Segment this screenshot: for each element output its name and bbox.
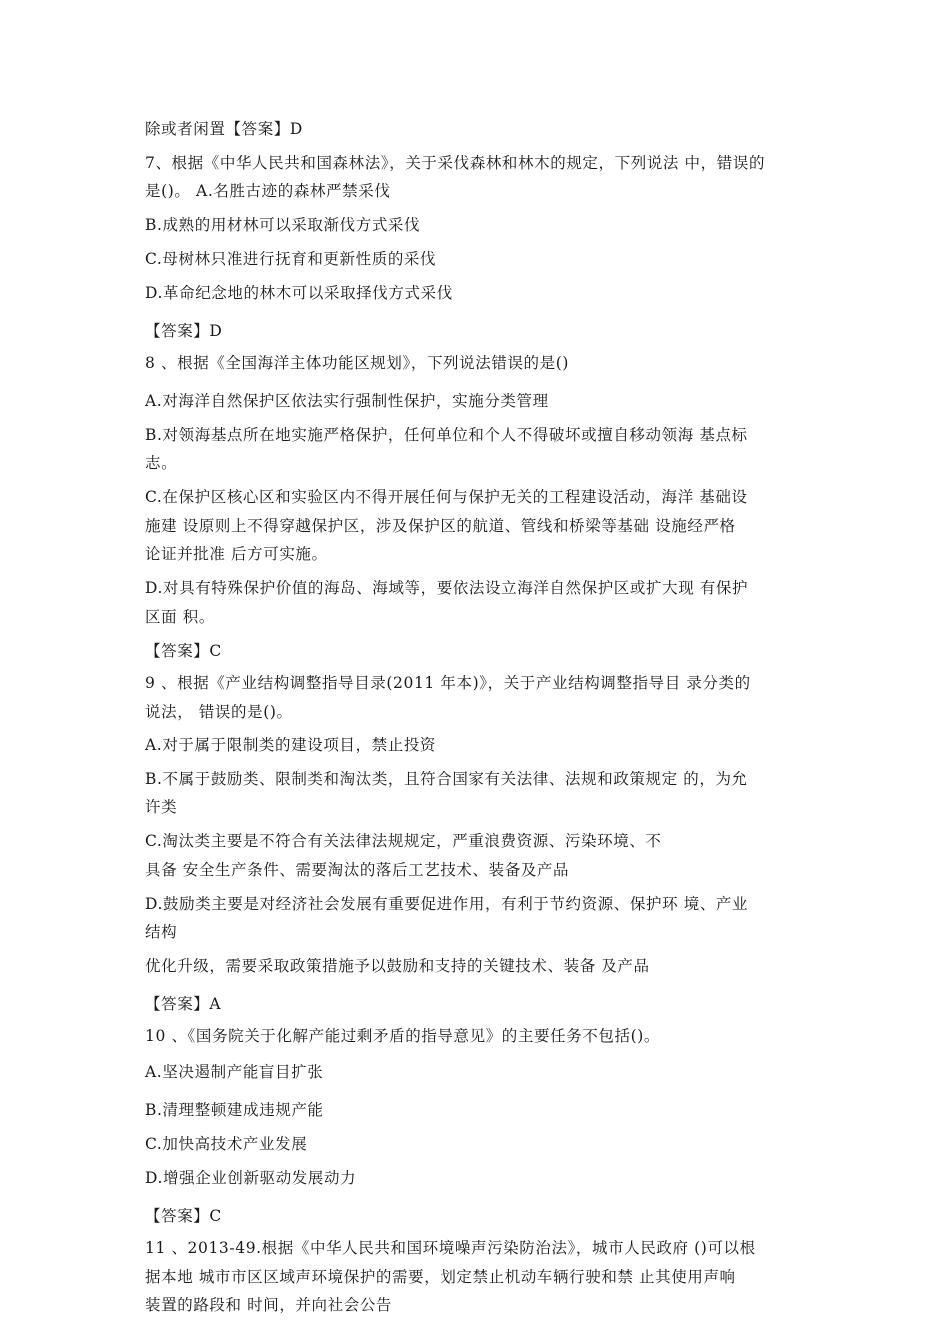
option-c: C.在保护区核心区和实验区内不得开展任何与保护无关的工程建设活动，海洋 基础设 [145, 488, 748, 506]
text-line: 优化升级，需要采取政策措施予以鼓励和支持的关键技术、装备 及产品 [145, 957, 650, 975]
option-d: D.对具有特殊保护价值的海岛、海域等，要依法设立海洋自然保护区或扩大现 有保护 [145, 579, 749, 597]
answer-line: 【答案】D [145, 322, 223, 340]
text-line: 具备 安全生产条件、需要淘汰的落后工艺技术、装备及产品 [145, 861, 570, 879]
option-a: A.坚决遏制产能盲目扩张 [145, 1063, 324, 1081]
answer-line: 【答案】A [145, 995, 222, 1013]
option-b: B.成熟的用材林可以采取渐伐方式采伐 [145, 216, 421, 234]
answer-line: 【答案】C [145, 642, 222, 660]
option-d: D.革命纪念地的林木可以采取择伐方式采伐 [145, 284, 453, 302]
option-b: B.清理整顿建成违规产能 [145, 1101, 324, 1119]
option-a: A.对海洋自然保护区依法实行强制性保护，实施分类管理 [145, 392, 549, 410]
option-b: B.对领海基点所在地实施严格保护，任何单位和个人不得破坏或擅自移动领海 基点标 [145, 426, 748, 444]
option-c: C.母树林只准进行抚育和更新性质的采伐 [145, 250, 437, 268]
question-9-stem: 9 、根据《产业结构调整指导目录(2011 年本)》，关于产业结构调整指导目 录分类的 [145, 674, 751, 692]
text-line: 区面 积。 [145, 608, 215, 626]
option-a: A.对于属于限制类的建设项目，禁止投资 [145, 736, 437, 754]
text-line: 装置的路段和 时间，并向社会公告 [145, 1296, 393, 1314]
question-10-stem: 10 、《国务院关于化解产能过剩矛盾的指导意见》的主要任务不包括()。 [145, 1027, 660, 1045]
text-line: 结构 [145, 923, 178, 941]
option-c: C.加快高技术产业发展 [145, 1135, 308, 1153]
text-line: 除或者闲置【答案】D [145, 120, 303, 138]
text-line: 施建 设原则上不得穿越保护区，涉及保护区的航道、管线和桥梁等基础 设施经严格 [145, 517, 736, 535]
question-8-stem: 8 、根据《全国海洋主体功能区规划》，下列说法错误的是() [145, 354, 570, 372]
text-line: 据本地 城市市区区域声环境保护的需要，划定禁止机动车辆行驶和禁 止其使用声响 [145, 1268, 736, 1286]
option-b: B.不属于鼓励类、限制类和淘汰类，且符合国家有关法律、法规和政策规定 的，为允 [145, 770, 748, 788]
answer-line: 【答案】C [145, 1207, 222, 1225]
question-11-stem: 11 、2013-49.根据《中华人民共和国环境噪声污染防治法》，城市人民政府 ()可以根 [145, 1239, 756, 1257]
option-c: C.淘汰类主要是不符合有关法律法规规定，严重浪费资源、污染环境、不 [145, 832, 662, 850]
text-line: 是()。 A.名胜古迹的森林严禁采伐 [145, 182, 391, 200]
text-line: 论证并批准 后方可实施。 [145, 545, 328, 563]
option-d: D.鼓励类主要是对经济社会发展有重要促进作用，有利于节约资源、保护环 境、产业 [145, 895, 749, 913]
text-line: 志。 [145, 454, 178, 472]
text-line: 许类 [145, 798, 178, 816]
option-d: D.增强企业创新驱动发展动力 [145, 1169, 357, 1187]
text-line: 说法， 错误的是()。 [145, 703, 293, 721]
question-7-stem: 7、根据《中华人民共和国森林法》，关于采伐森林和林木的规定，下列说法 中，错误的 [145, 154, 766, 172]
